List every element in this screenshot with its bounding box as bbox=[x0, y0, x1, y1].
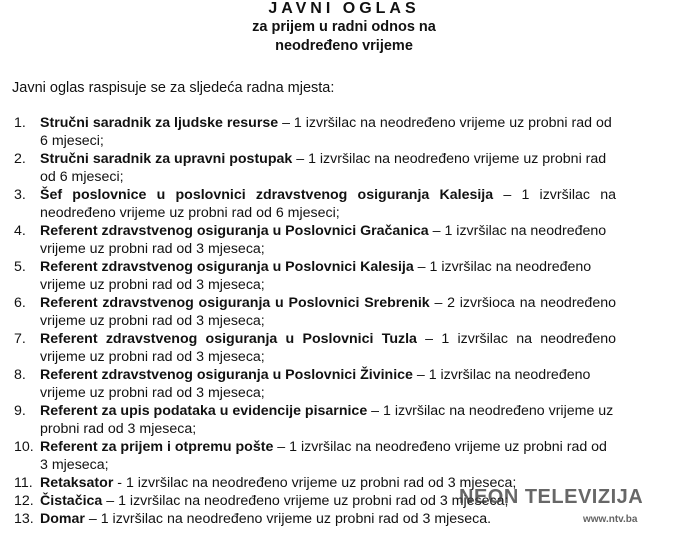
position-number: 2. bbox=[14, 151, 26, 167]
positions-list bbox=[0, 114, 688, 528]
position-title: Referent zdravstvenog osiguranja u Poslovnici Kalesija bbox=[40, 259, 414, 275]
position-item bbox=[0, 114, 616, 150]
position-details: – 1 izvršilac na neodređeno vrijeme uz probni rad od 3 mjeseca; bbox=[40, 439, 607, 473]
position-title: Referent zdravstvenog osiguranja u Poslovnici Živinice bbox=[40, 367, 413, 383]
position-details: – 1 izvršilac na neodređeno vrijeme uz probni rad od 3 mjeseca; bbox=[40, 223, 607, 257]
position-details: – 1 izvršilac na neodređeno vrijeme uz probni rad od 3 mjeseca; bbox=[40, 259, 592, 293]
position-number: 9. bbox=[14, 403, 26, 419]
position-details: – 1 izvršilac na neodređeno vrijeme uz probni rad od 3 mjeseca; bbox=[40, 367, 591, 401]
position-title: Referent zdravstvenog osiguranja u Poslovnici Srebrenik bbox=[40, 295, 430, 311]
position-item bbox=[0, 258, 616, 294]
position-title: Referent zdravstvenog osiguranja u Poslovnici Tuzla bbox=[40, 331, 417, 347]
position-number: 12. bbox=[14, 493, 34, 509]
position-item bbox=[0, 438, 616, 474]
position-number: 1. bbox=[14, 115, 26, 131]
position-details: – 1 izvršilac na neodređeno vrijeme uz probni rad od 3 mjeseca; bbox=[40, 403, 614, 437]
position-title: Referent za upis podataka u evidencije pisarnice bbox=[40, 403, 368, 419]
document-subtitle-1: za prijem u radni odnos na bbox=[252, 19, 436, 35]
position-title: Referent zdravstvenog osiguranja u Poslovnici Gračanica bbox=[40, 223, 429, 239]
document-title: JAVNI OGLAS bbox=[268, 0, 420, 17]
position-details: – 1 izvršilac na neodređeno vrijeme uz probni rad od 3 mjeseca; bbox=[102, 493, 509, 509]
position-details: – 1 izvršilac na neodređeno vrijeme uz probni rad od 3 mjeseca. bbox=[84, 511, 492, 527]
position-item bbox=[0, 186, 616, 222]
position-details: – 1 izvršilac na neodređeno vrijeme uz probni rad od 6 mjeseci; bbox=[40, 151, 607, 185]
position-number: 6. bbox=[14, 295, 26, 311]
position-number: 4. bbox=[14, 223, 26, 239]
tv-watermark: NEON TELEVIZIJA bbox=[459, 486, 644, 508]
position-title: Retaksator bbox=[40, 475, 114, 491]
position-details: – 2 izvršioca na neodređeno vrijeme uz probni rad od 3 mjeseca; bbox=[40, 295, 616, 329]
position-item bbox=[0, 510, 616, 528]
position-number: 11. bbox=[14, 475, 33, 491]
position-number: 13. bbox=[14, 511, 34, 527]
position-title: Referent za prijem i otpremu pošte bbox=[40, 439, 274, 455]
position-details: – 1 izvršilac na neodređeno vrijeme uz probni rad od 6 mjeseci; bbox=[40, 187, 617, 221]
document-subtitle-2: neodređeno vrijeme bbox=[275, 38, 413, 54]
position-item bbox=[0, 150, 616, 186]
position-title: Čistačica bbox=[40, 493, 103, 509]
position-item bbox=[0, 330, 616, 366]
position-item bbox=[0, 222, 616, 258]
position-details: – 1 izvršilac na neodređeno vrijeme uz probni rad od 3 mjeseca; bbox=[40, 331, 616, 365]
position-number: 7. bbox=[14, 331, 26, 347]
position-details: – 1 izvršilac na neodređeno vrijeme uz probni rad od 6 mjeseci; bbox=[40, 115, 612, 149]
position-item bbox=[0, 402, 616, 438]
position-number: 10. bbox=[14, 439, 34, 455]
position-item bbox=[0, 366, 616, 402]
position-number: 8. bbox=[14, 367, 26, 383]
position-title: Stručni saradnik za ljudske resurse bbox=[40, 115, 279, 131]
position-title: Stručni saradnik za upravni postupak bbox=[40, 151, 293, 167]
position-number: 5. bbox=[14, 259, 26, 275]
position-number: 3. bbox=[14, 187, 26, 203]
position-details: - 1 izvršilac na neodređeno vrijeme uz probni rad od 3 mjeseca; bbox=[113, 475, 517, 491]
tv-watermark-url: www.ntv.ba bbox=[583, 514, 638, 525]
position-title: Domar bbox=[40, 511, 85, 527]
position-item bbox=[0, 294, 616, 330]
intro-text: Javni oglas raspisuje se za sljedeća radna mjesta: bbox=[12, 80, 335, 96]
position-title: Šef poslovnice u poslovnici zdravstvenog osiguranja Kalesija bbox=[40, 187, 494, 203]
